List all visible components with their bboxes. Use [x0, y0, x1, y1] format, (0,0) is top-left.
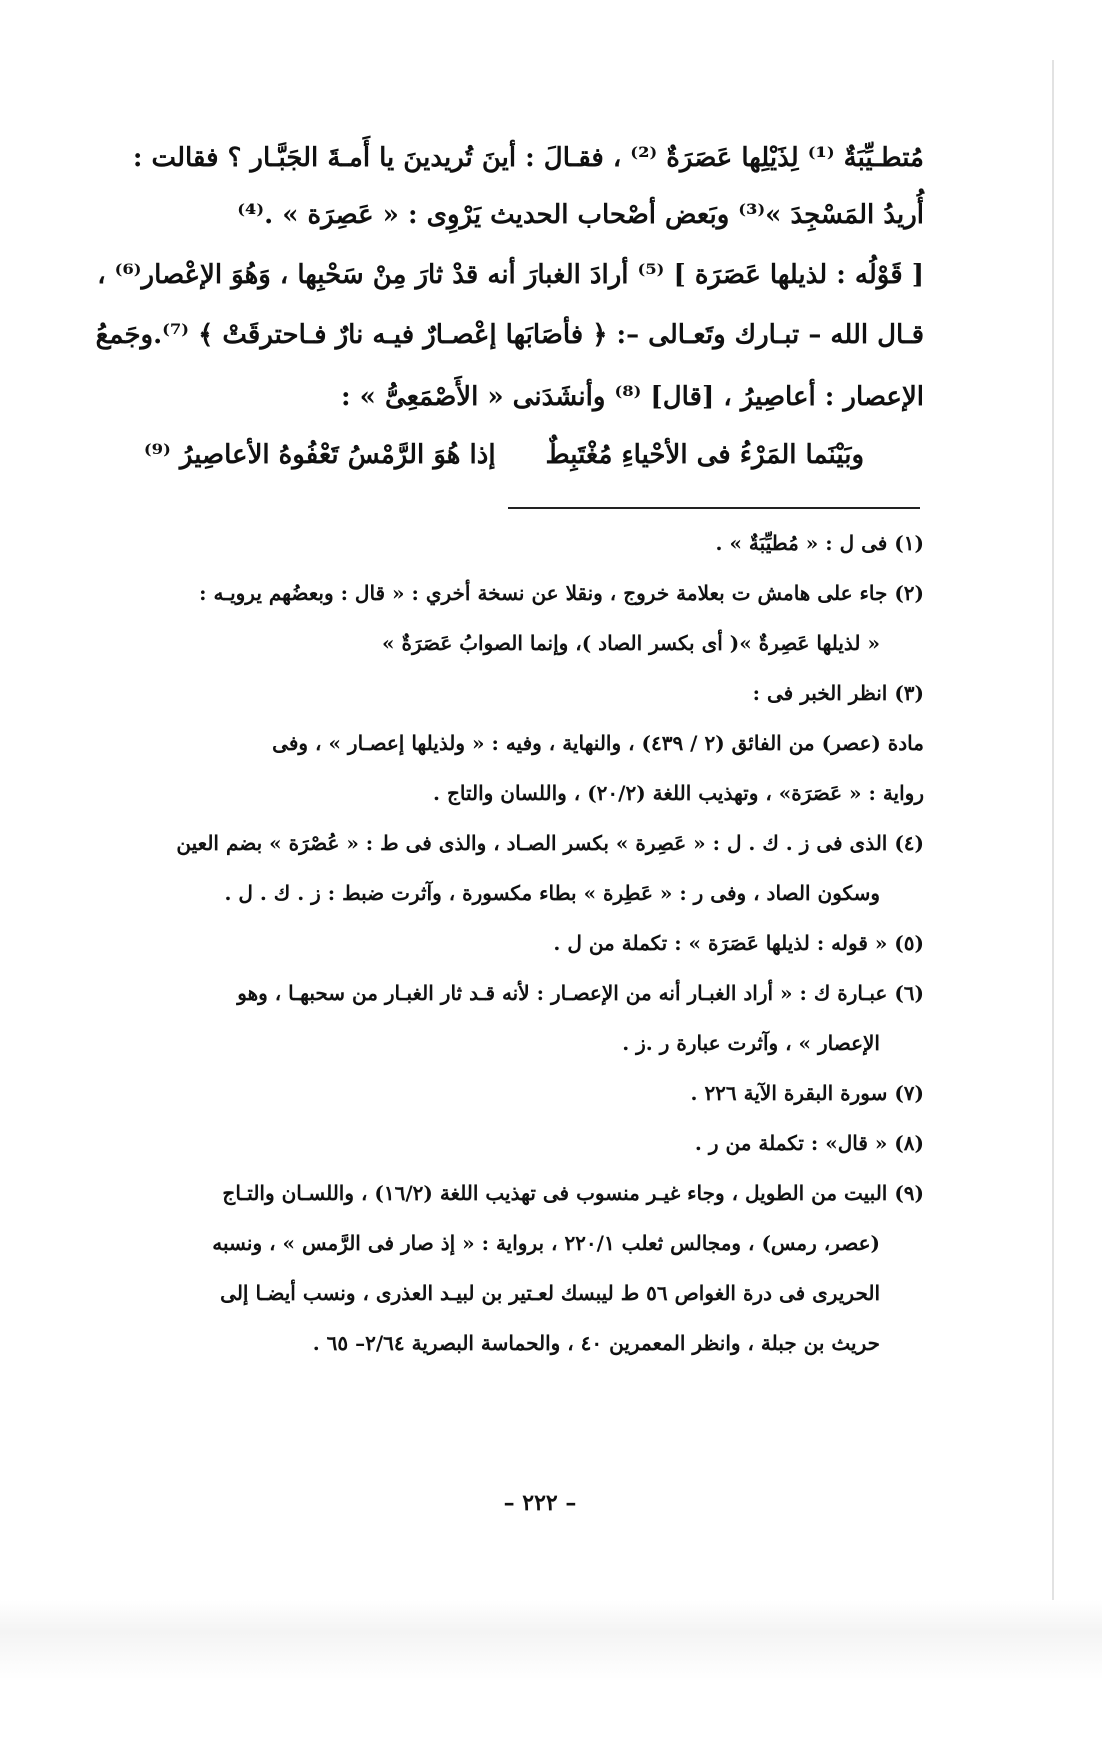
footnote: (٨) « قال» : تكملة من ر .	[694, 1131, 924, 1155]
footnote-continuation: رواية : « عَصَرَة» ، وتهذيب اللغة (٢٠/٢) ، واللسان والتاج .	[433, 781, 924, 805]
footnote: (٣) انظر الخبر فى :	[752, 681, 924, 705]
main-text-line: مُتطـيِّبَةٌ ⁽¹⁾ لِذَيْلِها عَصَرَةٌ ⁽²⁾ ، فقـالَ : أينَ تُريدينَ يا أَمـةَ الجَبَّـار ؟ فقالت :	[132, 143, 924, 173]
footnote-continuation: « لذيلها عَصِرةٌ »( أى بكسر الصاد )، وإنما الصوابُ عَصَرَةٌ »	[382, 631, 880, 655]
verse-first-hemistich: وبَيْنَما المَرْءُ فى الأحْياءِ مُغْتَبِطٌ	[545, 440, 864, 470]
main-text-line: قـال الله – تبـارك وتَعـالى –: ﴿ فأصَابَها إعْصـارٌ فيـه نارٌ فـاحترقَتْ ﴾ ⁽⁷⁾.وجَمعُ	[95, 320, 924, 350]
footnote: (١) فى ل : « مُطيِّبَةٌ » .	[715, 531, 924, 555]
scan-artifact	[0, 1600, 1102, 1680]
main-text-line: الإعصار : أعاصِيرُ ، [قال] ⁽⁸⁾ وأنشَدَنى « الأَصْمَعِىُّ » :	[341, 382, 924, 412]
page-number: – ٢٢٢ –	[503, 1490, 577, 1516]
footnote-continuation: مادة (عصر) من الفائق (٢ / ٤٣٩) ، والنهاية ، وفيه : « ولذيلها إعصـار » ، وفى	[272, 731, 924, 755]
footnote-continuation: (عصر، رمس) ، ومجالس ثعلب ٢٢٠/١ ، برواية : « إذ صار فى الرَّمس » ، ونسبه	[212, 1231, 880, 1255]
footnote-continuation: الإعصار » ، وآثرت عبارة ر .ز .	[622, 1031, 880, 1055]
footnote: (٩) البيت من الطويل ، وجاء غيـر منسوب فى تهذيب اللغة (١٦/٢) ، واللسـان والتـاج	[222, 1181, 924, 1205]
footnote: (٥) « قوله : لذيلها عَصَرَة » : تكملة من ل .	[553, 931, 924, 955]
footnote: (٤) الذى فى ز . ك . ل : « عَصِرة » بكسر الصـاد ، والذى فى ط : « عُصْرَة » بضم العين	[176, 831, 924, 855]
main-text-line: أُريدُ المَسْجِدَ »⁽³⁾ وبَعض أصْحاب الحديث يَرْوِى : « عَصِرَة » .⁽⁴⁾	[237, 200, 924, 230]
footnote: (٦) عبـارة ك : « أراد الغبـار أنه من الإعصـار : لأنه قـد ثار الغبـار من سحبهـا ، وهو	[237, 981, 924, 1005]
footnote-continuation: وسكون الصاد ، وفى ر : « عَطِرة » بطاء مكسورة ، وآثرت ضبط : ز . ك . ل .	[224, 881, 880, 905]
footnote-separator	[508, 507, 920, 509]
page-edge-shadow	[1052, 60, 1054, 1600]
main-text-line: [ قَوْلُه : لذيلها عَصَرَة ] ⁽⁵⁾ أرادَ الغبارَ أنه قدْ ثارَ مِنْ سَحْبِها ، وَهُوَ الإعْصار⁽⁶⁾ ،	[97, 260, 924, 290]
poetry-verse	[144, 435, 864, 475]
verse-second-hemistich: إذا هُوَ الرَّمْسُ تَعْفُوهُ الأعاصِيرُ ⁽⁹⁾	[143, 440, 496, 470]
footnote-continuation: الحريرى فى درة الغواص ٥٦ ط ليبسك لعـتير بن لبيـد العذرى ، ونسب أيضـا إلى	[220, 1281, 880, 1305]
footnote: (٢) جاء على هامش ت بعلامة خروج ، ونقلا عن نسخة أخري : « قال : وبعضُهم يرويـه :	[199, 581, 924, 605]
footnote-continuation: حريث بن جبلة ، وانظر المعمرين ٤٠ ، والحماسة البصرية ٢/٦٤– ٦٥ .	[312, 1331, 880, 1355]
footnote: (٧) سورة البقرة الآية ٢٢٦ .	[690, 1081, 924, 1105]
